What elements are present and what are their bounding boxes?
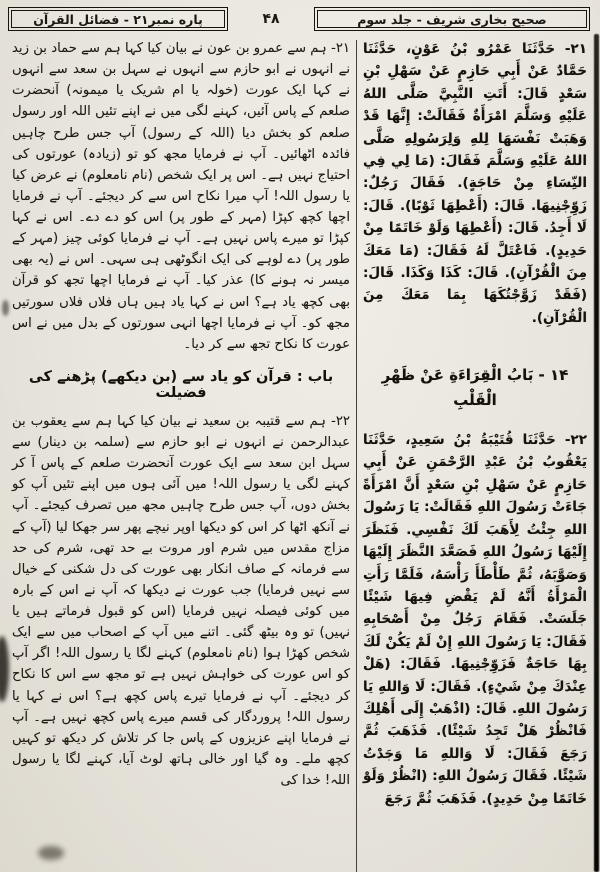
para-21-urdu: ۲۱- ہم سے عمرو بن عون نے بیان کیا کہا ہم سے حماد بن زید نے انہوں نے ابو حازم سے انہوں نے سہل بن سعد سے انہوں نے کہا ایک عورت (خولہ یا ام شریک یا میمونہ) آنحضرت صلعم کے پاس آئیں، کہنے لگی میں نے اپنے تئیں اللہ اور رسول صلعم کو بخش دیا (اللہ کے رسول) آپ جس طرح چاہیں فائدہ اٹھائیں۔ آپ نے فرمایا مجھ کو تو (زیادہ) عورتوں کی احتیاج نہیں ہے۔ اس پر ایک شخص (نام نامعلوم) نے عرض کیا یا رسول اللہ! آپ میرا نکاح اس سے کر دیجئے۔ آپ نے فرمایا اچھا کچھ کپڑا (مہر کے طور پر) اس کو دے دے۔ اس نے کہا کپڑا تو میرے پاس نہیں ہے۔ آپ نے فرمایا کوئی چیز (مہر کے طور پر) دے لوہے کی ایک انگوٹھی ہی سہی۔ اس نے (یہ بھی میسر نہ ہونے کا) عذر کیا۔ آپ نے فرمایا اچھا تجھ کو قرآن بھی کچھ یاد ہے؟ اس نے کہا یاد ہیں ہاں فلاں فلاں سورتیں مجھ کو۔ آپ نے فرمایا اچھا انہی سورتوں کے بدل میں نے اس عورت کا نکاح تجھ سے کر دیا۔ — [12, 41, 350, 352]
column-divider — [356, 40, 357, 872]
scan-gutter-shadow — [594, 34, 599, 872]
para-22-urdu: ۲۲- ہم سے قتیبہ بن سعید نے بیان کیا کہا ہم سے یعقوب بن عبدالرحمن نے انہوں نے ابو حازم سے (سلمہ بن دینار) سے سہل ابن سعد سے ایک عورت آنحضرت صلعم کے پاس آ کر کہنے لگی یا رسول اللہ! میں آئی ہوں میں اپنے تئیں آپ کو بخش دوں، آپ جس طرح چاہیں مجھ میں تصرف کیجئے۔ آپ نے آنکھ اٹھا کر اس کو دیکھا اوپر نیچے پھر سر جھکا لیا (آپ کے مزاج مقدس میں شرم اور مروت بے حد تھی، شرم کی حد سے فرمانہ کے صاف انکار بھی عورت کی دل شکنی کے خیال سے نہیں فرمایا) جب عورت نے دیکھا کہ آپ نے اس کے بارہ میں کوئی فیصلہ نہیں فرمایا (اس کو قبول فرماتے ہیں یا نہیں) تو وہ بیٹھ گئی۔ اتنے میں آپ کے اصحاب میں سے ایک شخص کھڑا ہوا (نام نامعلوم) کہنے لگا یا رسول اللہ! اگر آپ کو اس عورت کی خواہش نہیں ہے تو مجھ سے اس کا نکاح کر دیجئے۔ آپ نے فرمایا تیرے پاس کچھ ہے؟ اس نے کہا یا رسول اللہ! پروردگار کی قسم میرے پاس کچھ نہیں ہے۔ آپ نے فرمایا اپنے عزیزوں کے پاس جا کر تلاش کر دیکھ تو کہیں کچھ ملے۔ وہ گیا اور خالی ہاتھ لوٹ آیا، کہنے لگا یا رسول اللہ! خدا کی — [12, 413, 350, 788]
scan-smudge-bottom — [38, 846, 64, 860]
hadith-22-arabic: ۲۲- حَدَّثَنَا قُتَيْبَةُ بْنُ سَعِيدٍ، حَدَّثَنَا يَعْقُوبُ بْنُ عَبْدِ الرَّحْمَنِ عَنْ أَبِي حَازِمٍ عَنْ سَهْلِ بْنِ سَعْدٍ أَنَّ امْرَأَةً جَاءَتْ رَسُولَ اللهِ فَقَالَتْ: يَا رَسُولَ اللهِ جِئْتُ لِأَهَبَ لَكَ نَفْسِي. فَنَظَرَ إِلَيْهَا رَسُولُ اللهِ فَصَعَّدَ النَّظَرَ إِلَيْهَا وَصَوَّبَهُ، ثُمَّ طَأْطَأَ رَأْسَهُ، فَلَمَّا رَأَتِ الْمَرْأَةُ أَنَّهُ لَمْ يَقْضِ فِيهَا شَيْئًا جَلَسَتْ. فَقَامَ رَجُلٌ مِنْ أَصْحَابِهِ فَقَالَ: يَا رَسُولَ اللهِ إِنْ لَمْ يَكُنْ لَكَ بِهَا حَاجَةٌ فَزَوِّجْنِيهَا. فَقَالَ: (هَلْ عِنْدَكَ مِنْ شَيْءٍ). فَقَالَ: لَا وَاللهِ يَا رَسُولَ اللهِ. قَالَ: (اذْهَبْ إِلَى أَهْلِكَ فَانْظُرْ هَلْ تَجِدُ شَيْئًا). فَذَهَبَ ثُمَّ رَجَعَ فَقَالَ: لَا وَاللهِ مَا وَجَدْتُ شَيْئًا. فَقَالَ رَسُولُ اللهِ: (انْظُرْ وَلَوْ خَاتَمًا مِنْ حَدِيدٍ). فَذَهَبَ ثُمَّ رَجَعَ — [363, 432, 587, 807]
page-body — [8, 38, 587, 872]
header-volume-title: صحیح بخاری شریف - جلد سوم — [314, 7, 590, 31]
chapter-heading-arabic: ۱۴ - بَابُ الْقِرَاءَةِ عَنْ ظَهْرِ الْقَلْبِ — [381, 366, 569, 410]
header-page-number: ۴۸ — [262, 11, 280, 27]
arabic-column — [363, 38, 587, 872]
header-section-title: پاره نمبر۲۱ - فضائل القرآن — [8, 7, 228, 31]
hadith-21-arabic: ۲۱- حَدَّثَنَا عَمْرُو بْنُ عَوْنٍ، حَدَّثَنَا حَمَّادٌ عَنْ أَبِي حَازِمٍ عَنْ سَهْلِ بْنِ سَعْدٍ قَالَ: أَتَتِ النَّبِيَّ صَلَّى اللهُ عَلَيْهِ وَسَلَّمَ امْرَأَةٌ فَقَالَتْ: إِنَّهَا قَدْ وَهَبَتْ نَفْسَهَا لِلهِ وَلِرَسُولِهِ صَلَّى اللهُ عَلَيْهِ وَسَلَّمَ فَقَالَ: (مَا لِي فِي النِّسَاءِ مِنْ حَاجَةٍ). فَقَالَ رَجُلٌ: زَوِّجْنِيهَا. قَالَ: (أَعْطِهَا ثَوْبًا). قَالَ: لَا أَجِدُ. قَالَ: (أَعْطِهَا وَلَوْ خَاتَمًا مِنْ حَدِيدٍ). فَاعْتَلَّ لَهُ فَقَالَ: (مَا مَعَكَ مِنَ الْقُرْآنِ). قَالَ: كَذَا وَكَذَا. قَالَ: (فَقَدْ زَوَّجْتُكَهَا بِمَا مَعَكَ مِنَ الْقُرْآنِ). — [363, 41, 587, 326]
urdu-column — [8, 38, 350, 872]
scan-mark-left-edge — [2, 300, 9, 316]
chapter-heading-urdu: باب : قرآن کو یاد سے (بن دیکھے) پڑھنے کی فضیلت — [28, 368, 334, 401]
page-header — [8, 7, 590, 31]
